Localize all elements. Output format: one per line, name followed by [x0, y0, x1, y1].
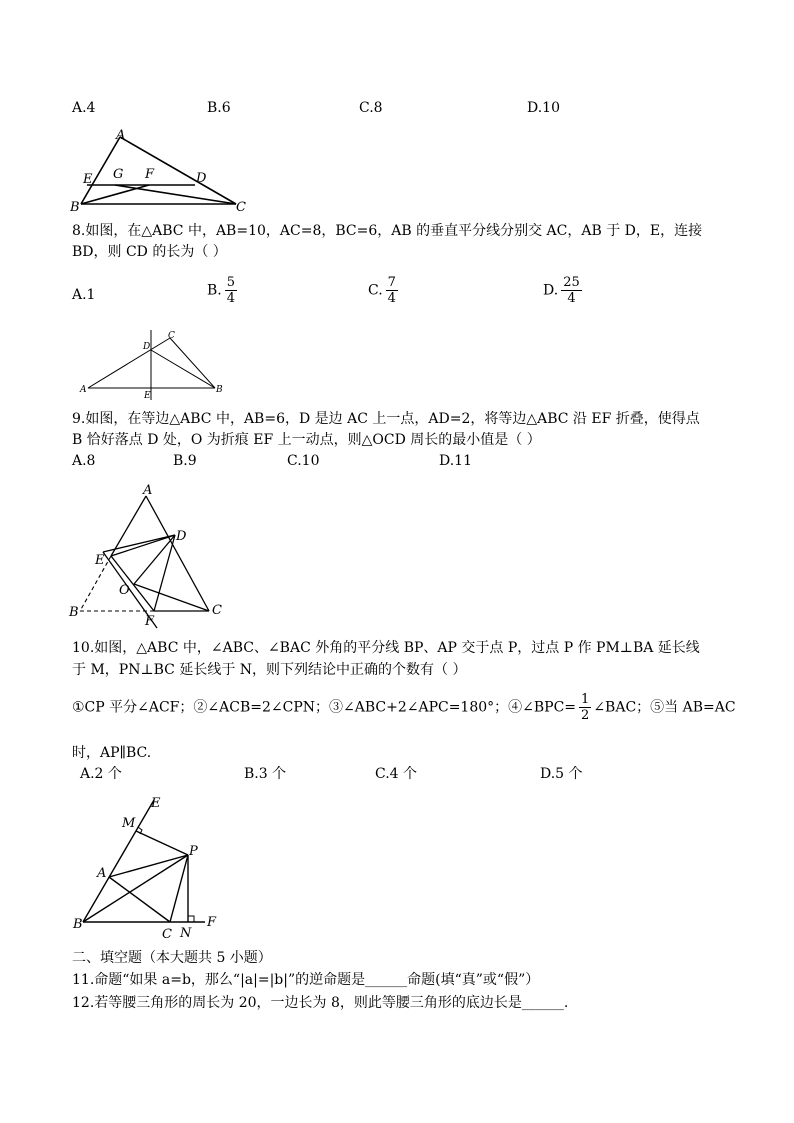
q8-option-d-numerator: 25 — [563, 275, 580, 290]
q10-label-p: P — [189, 844, 198, 859]
q10-label-b: B — [73, 917, 83, 932]
q10-label-m: M — [122, 816, 136, 831]
q9-label-o: O — [119, 583, 130, 598]
q8-option-d — [543, 275, 582, 306]
q11-text: 11.命题“如果 a=b，那么“|a|=|b|”的逆命题是______命题(填“真”或“假”） — [72, 972, 540, 988]
q7-option-a: A.4 — [72, 100, 96, 116]
q8-option-d-prefix: D. — [543, 282, 559, 299]
q10-text-line2: 于 M，PN⊥BC 延长线于 N，则下列结论中正确的个数有（ ） — [72, 662, 467, 678]
q8-option-b — [207, 275, 237, 306]
q9-label-f: F — [145, 614, 155, 629]
q7-figure — [70, 125, 260, 213]
q7-label-g: G — [113, 167, 124, 182]
q8-label-a: A — [80, 385, 87, 395]
q8-option-c-denominator: 4 — [387, 291, 396, 306]
q8-label-c: C — [168, 331, 175, 341]
q10-label-f: F — [207, 915, 217, 930]
q7-label-c: C — [236, 200, 246, 213]
q10-label-a: A — [97, 866, 107, 881]
q8-option-d-denominator: 4 — [567, 291, 576, 306]
q10-option-c: C.4 个 — [375, 766, 418, 782]
q9-text-line2: B 恰好落点 D 处，O 为折痕 EF 上一动点，则△OCD 周长的最小值是（ ） — [72, 432, 541, 448]
q8-text-line2: BD，则 CD 的长为（ ） — [72, 244, 227, 260]
q7-label-f: F — [145, 167, 155, 182]
q8-label-b: B — [216, 385, 223, 395]
q10-text-line4: 时，AP∥BC. — [72, 745, 152, 761]
q9-label-d: D — [176, 529, 187, 544]
q9-label-b: B — [69, 605, 79, 620]
q7-label-a: A — [116, 128, 126, 143]
q10-text-line3 — [72, 692, 736, 728]
q10-label-n: N — [180, 926, 192, 940]
q8-option-a: A.1 — [72, 287, 96, 303]
q10-fraction-numerator: 1 — [581, 692, 590, 707]
q10-fraction-denominator: 2 — [581, 708, 590, 723]
q8-figure — [78, 328, 228, 402]
q8-option-b-denominator: 4 — [226, 291, 236, 306]
q10-option-a: A.2 个 — [80, 766, 122, 782]
q9-label-e: E — [95, 553, 105, 568]
q7-label-b: B — [70, 200, 80, 213]
q9-figure — [65, 480, 235, 630]
q8-option-c-prefix: C. — [368, 282, 383, 299]
q7-option-c: C.8 — [359, 100, 383, 116]
q8-label-d: D — [143, 342, 151, 352]
q7-option-d: D.10 — [527, 100, 560, 116]
q8-label-e: E — [144, 391, 151, 401]
q10-text-line3-part2: ∠BAC；⑤当 AB=AC — [593, 699, 736, 716]
q10-figure — [65, 795, 225, 940]
q10-label-e: E — [151, 796, 161, 811]
section2-heading: 二、填空题（本大题共 5 小题） — [72, 950, 272, 966]
q9-option-a: A.8 — [72, 453, 96, 469]
q8-option-b-prefix: B. — [207, 282, 222, 299]
q7-label-e: E — [83, 172, 93, 187]
q9-option-c: C.10 — [287, 453, 320, 469]
q9-label-c: C — [212, 603, 222, 618]
q10-label-c: C — [162, 927, 172, 940]
q8-option-c-numerator: 7 — [387, 275, 396, 290]
q12-text: 12.若等腰三角形的周长为 20，一边长为 8，则此等腰三角形的底边长是______. — [72, 995, 569, 1011]
q10-option-d: D.5 个 — [540, 766, 583, 782]
q10-option-b: B.3 个 — [244, 766, 287, 782]
q8-text-line1: 8.如图，在△ABC 中，AB=10，AC=8，BC=6，AB 的垂直平分线分别交 AC，AB 于 D，E，连接 — [72, 223, 703, 239]
q9-option-b: B.9 — [173, 453, 197, 469]
q8-option-c — [368, 275, 398, 306]
q8-option-b-numerator: 5 — [226, 275, 236, 290]
q7-label-d: D — [196, 171, 207, 186]
q9-option-d: D.11 — [439, 453, 472, 469]
q9-text-line1: 9.如图，在等边△ABC 中，AB=6，D 是边 AC 上一点，AD=2，将等边△ABC 沿 EF 折叠，使得点 — [72, 411, 700, 427]
q10-text-line3-part1: ①CP 平分∠ACF；②∠ACB=2∠CPN；③∠ABC+2∠APC=180°；④∠BPC= — [72, 699, 577, 716]
q9-label-a: A — [143, 483, 153, 498]
q10-text-line1: 10.如图，△ABC 中，∠ABC、∠BAC 外角的平分线 BP、AP 交于点 P，过点 P 作 PM⊥BA 延长线 — [72, 640, 700, 656]
q7-option-b: B.6 — [207, 100, 231, 116]
